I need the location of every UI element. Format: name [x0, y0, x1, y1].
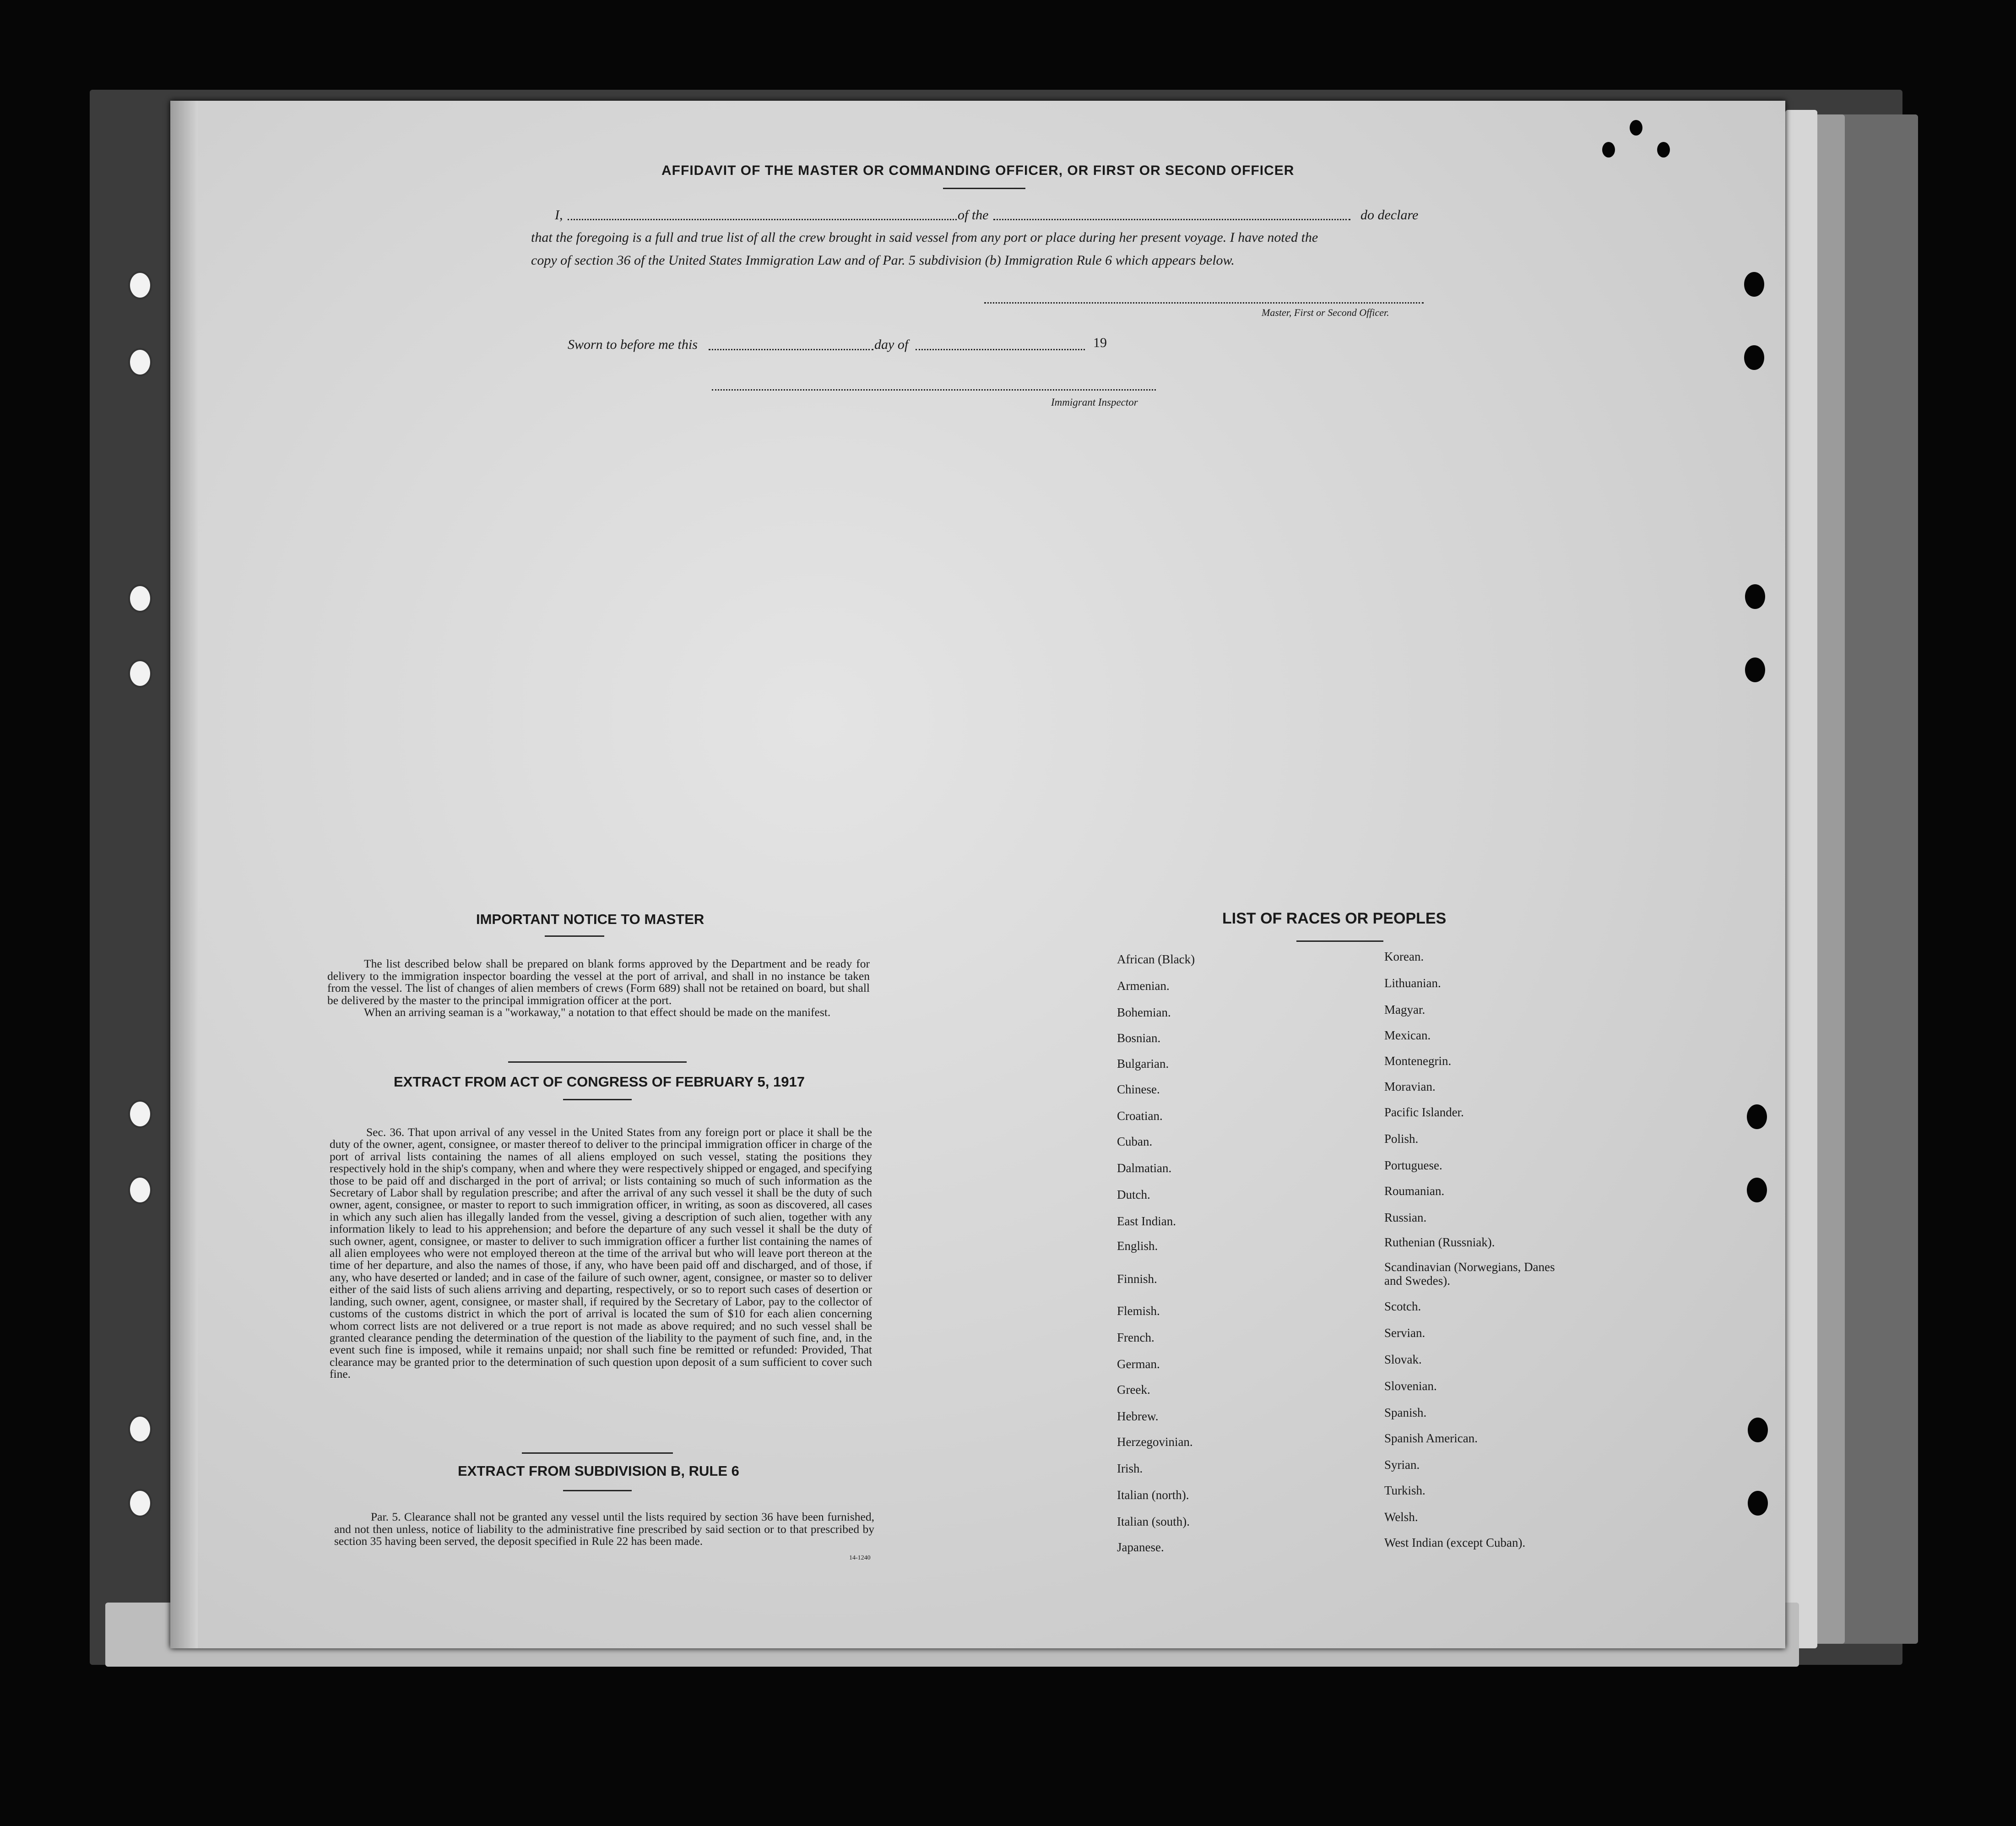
race-left-item: Irish. [1117, 1462, 1143, 1475]
race-right-item: Welsh. [1384, 1510, 1418, 1524]
race-left-item: Dalmatian. [1117, 1161, 1172, 1175]
month-line [916, 349, 1085, 350]
rule-extract-title: EXTRACT FROM SUBDIVISION B, RULE 6 [458, 1463, 739, 1479]
race-right-item: Magyar. [1384, 1003, 1425, 1016]
signature-line [984, 302, 1424, 304]
race-right-item: Slovenian. [1384, 1379, 1437, 1393]
race-right-item: Russian. [1384, 1211, 1427, 1224]
binder-hole [1748, 1491, 1768, 1516]
race-right-item: Scotch. [1384, 1299, 1421, 1313]
race-right-item: West Indian (except Cuban). [1384, 1536, 1526, 1549]
race-left-item: Greek. [1117, 1383, 1150, 1397]
race-right-item: Servian. [1384, 1326, 1425, 1340]
underlying-page-edge [1785, 110, 1817, 1648]
binder-hole [1630, 120, 1642, 136]
affidavit-declare: do declare [1360, 207, 1419, 223]
race-left-item: French. [1117, 1331, 1154, 1344]
notice-title: IMPORTANT NOTICE TO MASTER [476, 911, 705, 927]
binder-hole [128, 584, 152, 613]
binder-hole [1745, 584, 1765, 609]
binder-hole [128, 1489, 152, 1517]
title-underline [943, 188, 1025, 189]
race-left-item: Italian (north). [1117, 1488, 1189, 1502]
race-right-item: Spanish American. [1384, 1431, 1478, 1445]
race-left-item: Hebrew. [1117, 1409, 1159, 1423]
race-right-item: Turkish. [1384, 1484, 1425, 1497]
rule-extract-body [334, 1511, 874, 1548]
page-shadow [170, 101, 198, 1648]
race-left-item: Croatian. [1117, 1109, 1163, 1123]
section-rule [522, 1452, 673, 1454]
affidavit-title: AFFIDAVIT OF THE MASTER OR COMMANDING OFFICER, OR FIRST OR SECOND OFFICER [661, 163, 1295, 178]
binder-hole [1602, 142, 1615, 158]
race-right-item: Montenegrin. [1384, 1054, 1452, 1068]
binder-hole [1747, 1104, 1767, 1129]
race-right-item: Pacific Islander. [1384, 1105, 1464, 1119]
section-36-text: Sec. 36. That upon arrival of any vessel in the United States from any foreign port or place it shall be the duty of the owner, agent, consignee, or master thereof to deliver to the principal immigration officer in charge of the port of arrival lists containing the names of all aliens employed on such vessel, stating the positions they respectively hold in the ship's company, when and where they were respectively shipped or engaged, and specifying those to be paid off and discharged in the port of arrival; or lists containing so much of such information as the Secretary of Labor shall by regulation prescribe; and after the arrival of any such vessel it shall be the duty of such owner, agent, consignee, or master to report to such immigration officer, in writing, as soon as discovered, all cases in which any such alien has illegally landed from the vessel, giving a description of such alien, together with any information likely to lead to his apprehension; and before the departure of any such vessel it shall be the duty of such owner, agent, consignee, or master to deliver to such immigration officer a further list containing the names of all alien employees who were not employed thereon at the time of the arrival but who will leave port thereon at the time of her departure, and also the names of those, if any, who have been paid off and discharged, and of those, if any, who have deserted or landed; and in case of the failure of such owner, agent, consignee, or master so to deliver either of the said lists of such aliens arriving and departing, respectively, or so to report such cases of desertion or landing, such owner, agent, consignee, or master shall, if required by the Secretary of Labor, pay to the collector of customs of the customs district in which the port of arrival is located the sum of $10 for each alien concerning whom correct lists are not delivered or a true report is not made as above required; and no such vessel shall be granted clearance pending the determination of the question of the liability to the payment of such fine, and, in the event such fine is imposed, while it remains unpaid; nor shall such fine be remitted or refunded: Provided, That clearance may be granted prior to the determination of such question upon deposit of a sum sufficient to cover such fine. [330, 1125, 872, 1381]
race-right-item: Portuguese. [1384, 1158, 1442, 1172]
race-right-item: Spanish. [1384, 1406, 1427, 1419]
race-right-item: Polish. [1384, 1132, 1419, 1146]
affidavit-line-3: copy of section 36 of the United States Immigration Law and of Par. 5 subdivision (b) Immigration Rule 6 which appears below. [531, 253, 1235, 268]
race-left-item: Bulgarian. [1117, 1057, 1169, 1071]
binder-hole [128, 1100, 152, 1128]
race-right-item: Roumanian. [1384, 1184, 1445, 1198]
binder-hole [1744, 345, 1764, 370]
vessel-blank-line [993, 219, 1350, 220]
binder-hole [128, 1415, 152, 1443]
race-left-item: Cuban. [1117, 1135, 1153, 1148]
race-left-item: Bohemian. [1117, 1005, 1171, 1019]
race-left-item: German. [1117, 1357, 1160, 1371]
binder-hole [128, 1176, 152, 1204]
par-5-text: Par. 5. Clearance shall not be granted any vessel until the lists required by section 36 have been furnished, and not then unless, notice of liability to the administrative fine prescribed by said section or to that prescribed by section 35 having been served, the deposit specified in Rule 22 has been made. [334, 1510, 874, 1548]
race-left-item: Armenian. [1117, 979, 1170, 993]
race-right-item: Korean. [1384, 950, 1424, 963]
races-underline [1296, 940, 1383, 942]
race-left-item: Dutch. [1117, 1188, 1150, 1201]
notice-paragraph-1: The list described below shall be prepared on blank forms approved by the Department and be ready for delivery to the immigration inspector boarding the vessel at the port of arrival, and shall in no instance be taken from the vessel. The list of changes of alien members of crews (Form 689) shall not be retained on board, but shall be delivered by the master to the principal immigration officer at the port. [327, 957, 870, 1007]
race-right-item: Lithuanian. [1384, 976, 1441, 990]
binder-hole [1657, 142, 1670, 158]
race-left-item: Chinese. [1117, 1082, 1160, 1096]
sworn-day-line [709, 349, 873, 350]
binder-hole [128, 271, 152, 299]
race-left-item: African (Black) [1117, 952, 1195, 966]
binder-hole [128, 348, 152, 376]
race-left-item: Bosnian. [1117, 1031, 1161, 1045]
notice-paragraph-2: When an arriving seaman is a "workaway," a notation to that effect should be made on the manifest. [364, 1005, 831, 1019]
name-blank-line [568, 219, 957, 220]
inspector-label: Immigrant Inspector [1051, 397, 1138, 408]
race-left-item: East Indian. [1117, 1214, 1176, 1228]
race-right-item: Syrian. [1384, 1458, 1420, 1472]
binder-hole [1745, 658, 1765, 682]
race-left-item: Italian (south). [1117, 1515, 1190, 1528]
act-extract-body [330, 1126, 872, 1380]
binder-hole [1744, 272, 1764, 297]
race-right-item: Moravian. [1384, 1080, 1436, 1093]
binder-hole [1748, 1418, 1768, 1442]
race-right-item: Scandinavian (Norwegians, Danes and Swedes). [1384, 1260, 1555, 1288]
binder-hole [1747, 1178, 1767, 1202]
form-number: 14-1240 [849, 1554, 871, 1561]
document-page [170, 101, 1785, 1648]
affidavit-of-the: of the [958, 207, 989, 223]
race-left-item: English. [1117, 1239, 1158, 1253]
race-right-item: Ruthenian (Russniak). [1384, 1235, 1495, 1249]
race-left-item: Finnish. [1117, 1272, 1157, 1286]
notice-body [327, 958, 870, 1019]
rule-extract-underline [563, 1490, 632, 1491]
act-extract-underline [563, 1099, 632, 1100]
race-left-item: Japanese. [1117, 1540, 1164, 1554]
race-left-item: Herzegovinian. [1117, 1435, 1193, 1449]
affidavit-i: I, [555, 207, 563, 223]
affidavit-line-2: that the foregoing is a full and true list of all the crew brought in said vessel from any port or place during her present voyage. I have noted the [531, 230, 1318, 245]
year-prefix: 19 [1093, 335, 1107, 350]
races-title: LIST OF RACES OR PEOPLES [1222, 910, 1447, 927]
race-right-item: Slovak. [1384, 1353, 1422, 1366]
section-rule [508, 1061, 687, 1063]
act-extract-title: EXTRACT FROM ACT OF CONGRESS OF FEBRUARY 5, 1917 [394, 1074, 805, 1090]
binder-hole [128, 659, 152, 688]
master-label: Master, First or Second Officer. [1262, 307, 1389, 318]
sworn-label: Sworn to before me this [568, 337, 698, 352]
inspector-line [712, 389, 1156, 391]
day-of-label: day of [874, 337, 909, 352]
race-left-item: Flemish. [1117, 1304, 1160, 1318]
notice-underline [545, 935, 604, 937]
race-right-item: Mexican. [1384, 1028, 1431, 1042]
